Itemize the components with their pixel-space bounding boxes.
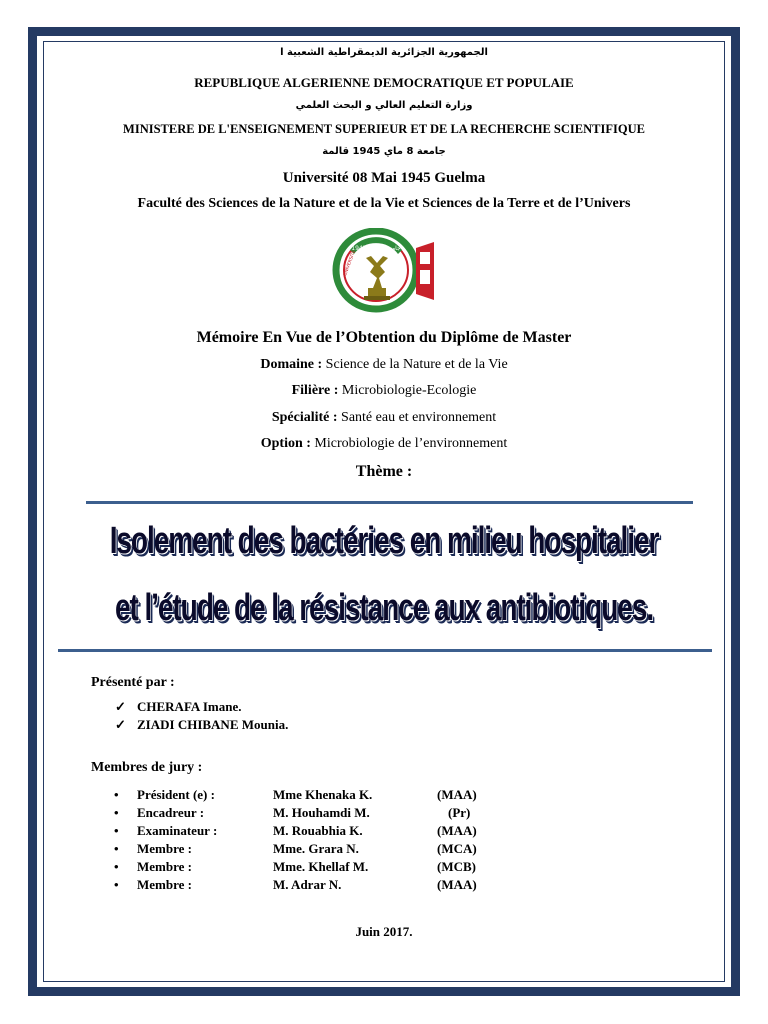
- jury-member-name: Mme. Grara N.: [273, 841, 359, 856]
- jury-row: [114, 823, 514, 841]
- university-name: Université 08 Mai 1945 Guelma: [282, 170, 486, 186]
- presented-by-label: Présenté par :: [91, 675, 175, 690]
- jury-role: Membre :: [137, 859, 192, 874]
- specialite-line: [0, 410, 768, 426]
- jury-member-name: Mme. Khellaf M.: [273, 859, 369, 874]
- theme-bottom-rule: [58, 649, 712, 652]
- student-item: [115, 699, 415, 717]
- checkmark-icon: ✓: [115, 717, 126, 732]
- specialite-label: Spécialité :: [271, 410, 338, 425]
- bullet-icon: •: [114, 805, 119, 820]
- jury-row: [114, 859, 514, 877]
- jury-member-name: M. Houhamdi M.: [273, 805, 370, 820]
- jury-grade: (MCA): [437, 841, 477, 856]
- student-name: CHERAFA Imane.: [137, 699, 242, 714]
- jury-grade: (Pr): [448, 805, 471, 820]
- domaine-value: Science de la Nature et de la Vie: [325, 357, 508, 372]
- jury-member-name: M. Adrar N.: [273, 877, 342, 892]
- jury-label: Membres de jury :: [91, 760, 203, 775]
- jury-row: [114, 841, 514, 859]
- filiere-line: [0, 383, 768, 399]
- filiere-label: Filière :: [291, 383, 339, 398]
- theme-line-1: Isolement des bactéries en milieu hospitalier: [109, 520, 659, 562]
- arabic-university-text: جامعة 8 ماي 1945 قالمة: [322, 146, 446, 157]
- bullet-icon: •: [114, 787, 119, 802]
- theme-top-rule: [86, 501, 693, 504]
- theme-label: Thème :: [355, 463, 413, 480]
- ministry-title: MINISTERE DE L'ENSEIGNEMENT SUPERIEUR ET DE LA RECHERCHE SCIENTIFIQUE: [123, 122, 645, 136]
- domaine-label: Domaine :: [260, 357, 323, 372]
- jury-role: Encadreur :: [137, 805, 205, 820]
- arabic-ministry-text: وزارة التعليم العالي و البحث العلمي: [295, 100, 473, 111]
- jury-grade: (MCB): [437, 859, 476, 874]
- memoire-title: Mémoire En Vue de l’Obtention du Diplôme de Master: [196, 329, 572, 346]
- university-logo: [330, 228, 440, 314]
- jury-row: [114, 877, 514, 895]
- specialite-value: Santé eau et environnement: [341, 410, 497, 425]
- theme-line-2: et l’étude de la résistance aux antibiotiques.: [114, 587, 654, 629]
- option-label: Option :: [260, 436, 311, 451]
- option-line: [0, 436, 768, 452]
- bullet-icon: •: [114, 841, 119, 856]
- jury-role: Président (e) :: [137, 787, 215, 802]
- faculty-name: Faculté des Sciences de la Nature et de la Vie et Sciences de la Terre et de l’Univers: [137, 196, 631, 211]
- jury-row: [114, 787, 514, 805]
- checkmark-icon: ✓: [115, 699, 126, 714]
- option-value: Microbiologie de l’environnement: [314, 436, 508, 451]
- jury-grade: (MAA): [437, 787, 477, 802]
- logo-top-text: جامعة 8 ماي 1945: [351, 245, 401, 252]
- jury-grade: (MAA): [437, 823, 477, 838]
- jury-role: Examinateur :: [137, 823, 218, 838]
- bullet-icon: •: [114, 877, 119, 892]
- student-name: ZIADI CHIBANE Mounia.: [137, 717, 289, 732]
- student-item: [115, 717, 415, 735]
- arabic-republic-text: الجمهورية الجزائرية الديمقراطية الشعبية ا: [280, 47, 488, 58]
- jury-role: Membre :: [137, 841, 192, 856]
- submission-date: Juin 2017.: [355, 924, 413, 939]
- jury-member-name: Mme Khenaka K.: [273, 787, 373, 802]
- logo-side-text: UNIVERSITE: [343, 249, 358, 277]
- jury-role: Membre :: [137, 877, 192, 892]
- jury-row: [114, 805, 514, 823]
- jury-grade: (MAA): [437, 877, 477, 892]
- filiere-value: Microbiologie-Ecologie: [341, 383, 477, 398]
- domaine-line: [0, 357, 768, 373]
- bullet-icon: •: [114, 823, 119, 838]
- republic-title: REPUBLIQUE ALGERIENNE DEMOCRATIQUE ET POPULAIE: [194, 75, 574, 90]
- bullet-icon: •: [114, 859, 119, 874]
- jury-member-name: M. Rouabhia K.: [273, 823, 363, 838]
